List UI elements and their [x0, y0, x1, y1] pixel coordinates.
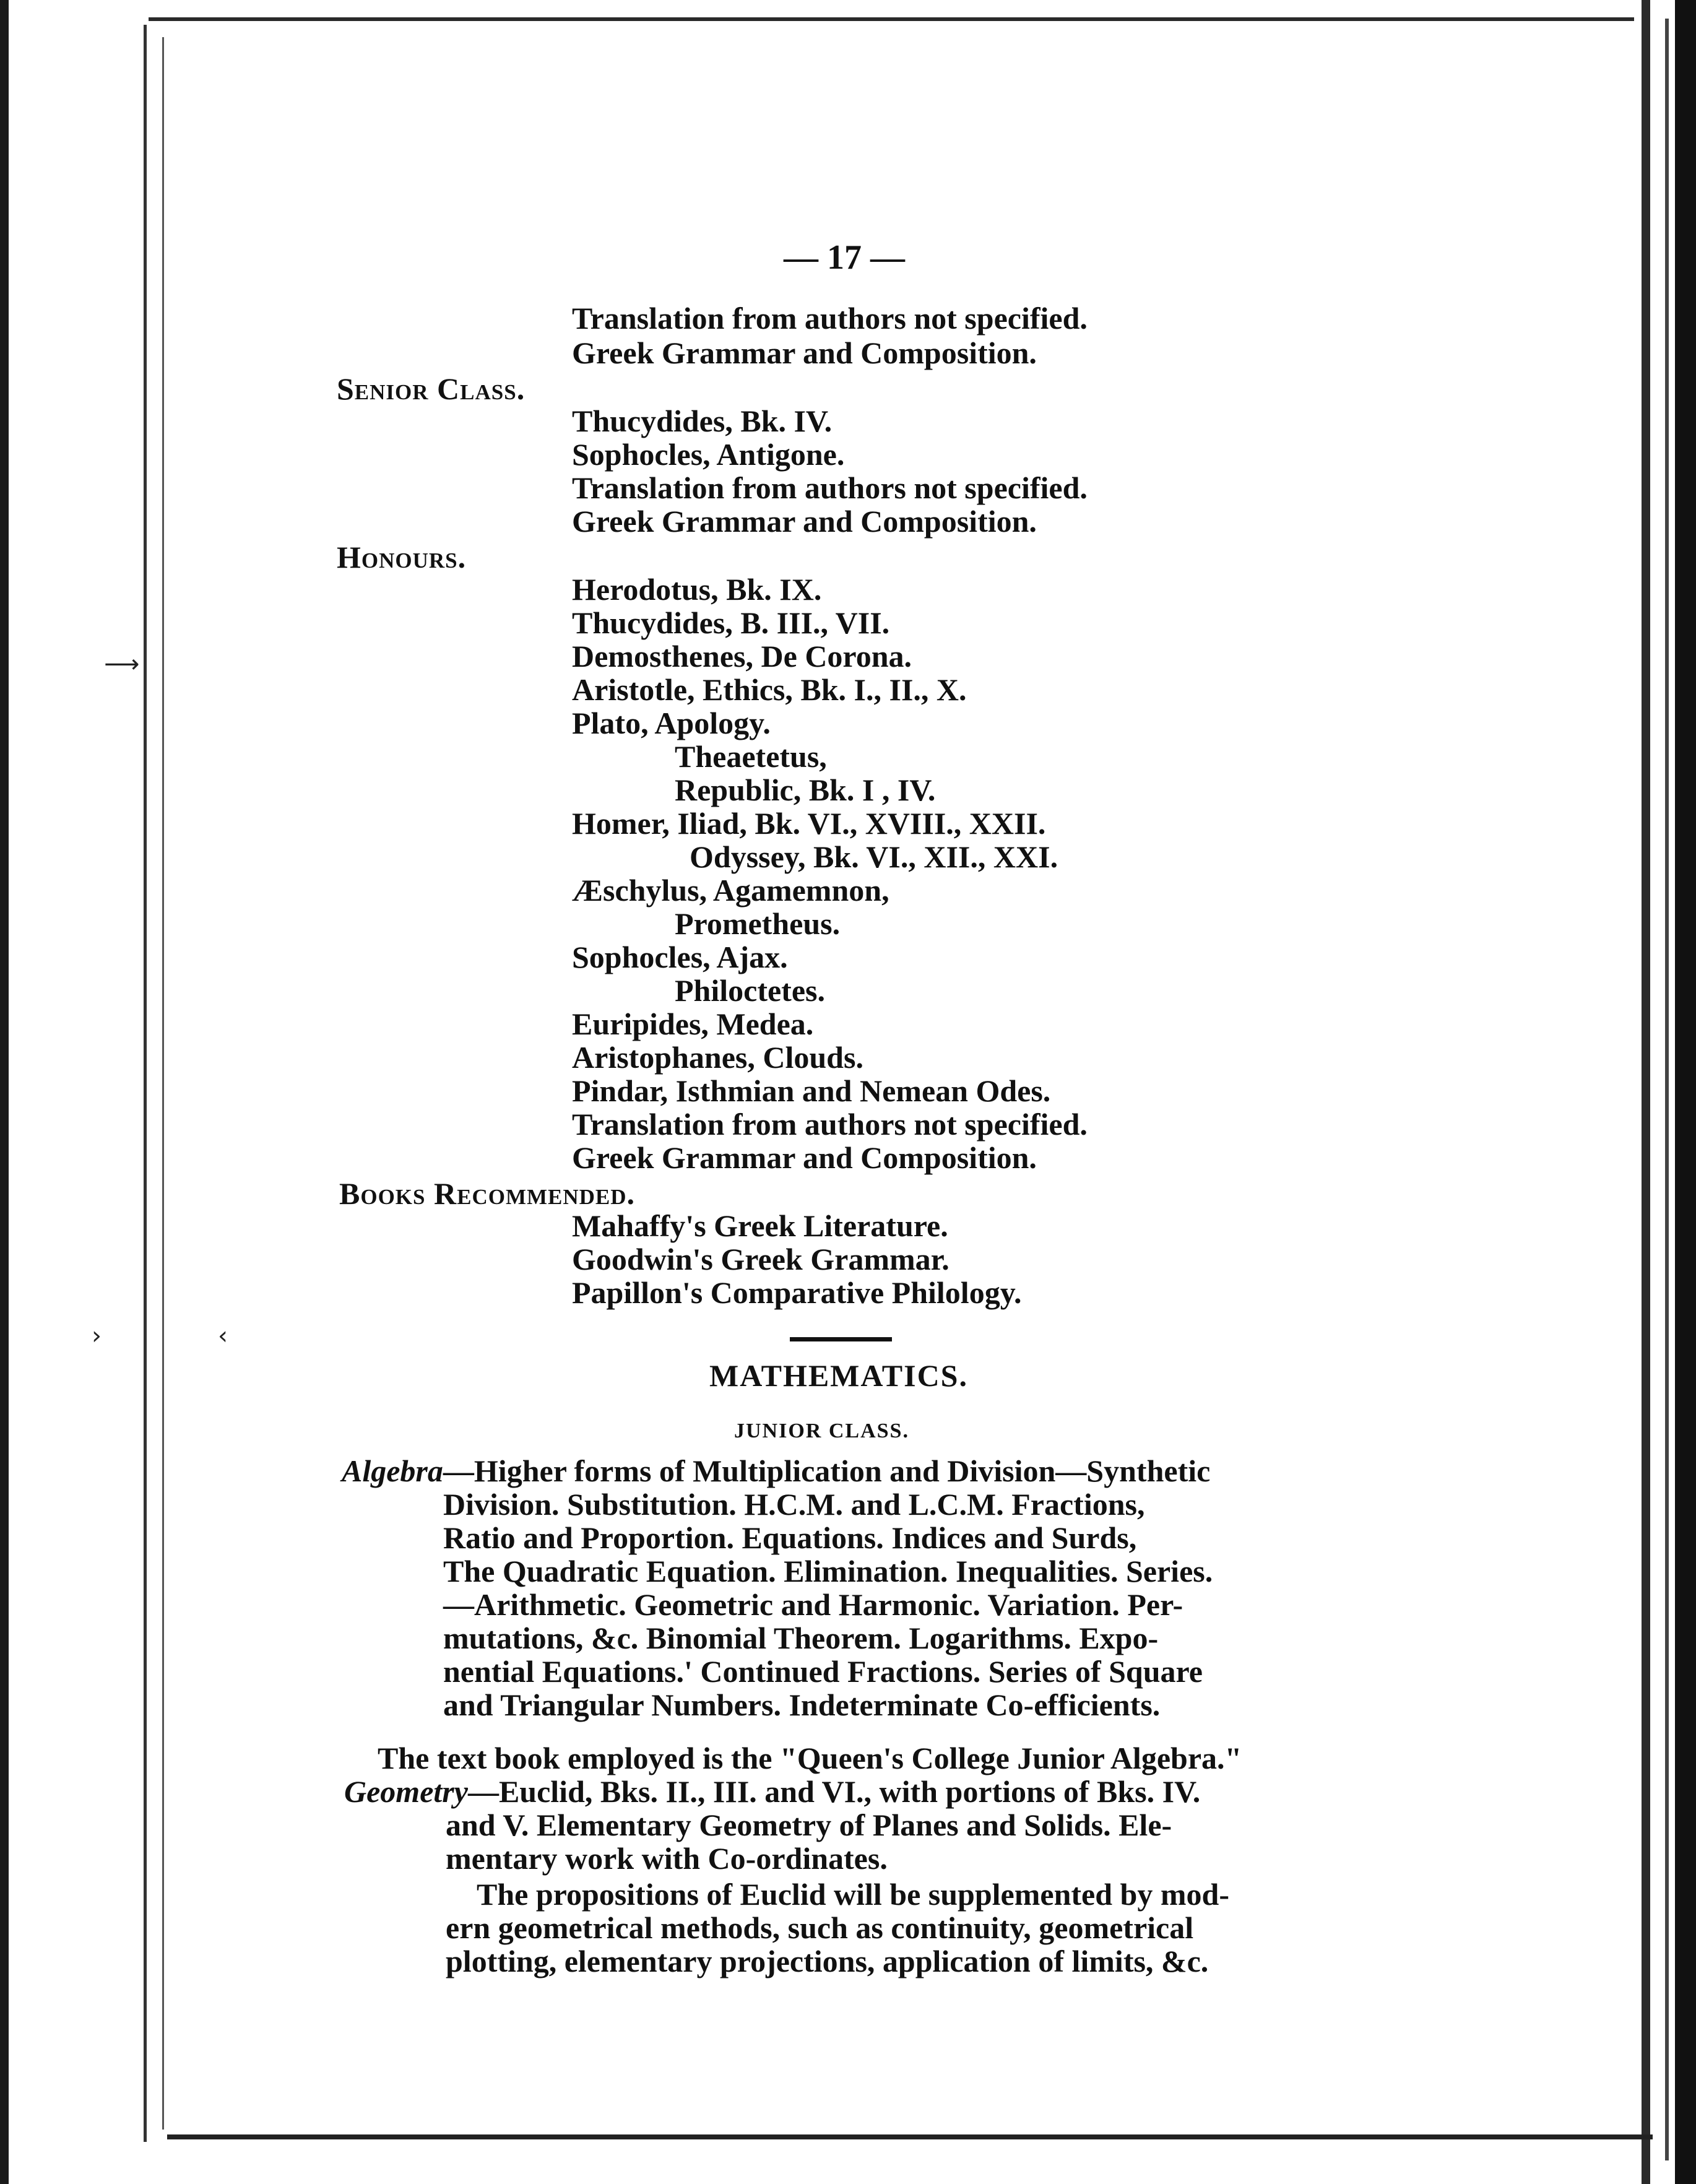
- textbook-note: The text book employed is the "Queen's College Junior Algebra.": [378, 1741, 1242, 1775]
- algebra-label: Algebra: [342, 1454, 443, 1488]
- paragraph-line: plotting, elementary projections, application of limits, &c.: [446, 1944, 1209, 1978]
- list-item: Greek Grammar and Composition.: [572, 336, 1037, 370]
- binding-fold-line-inner: [162, 37, 164, 2130]
- list-item: Thucydides, Bk. IV.: [572, 404, 833, 438]
- list-item: Aristotle, Ethics, Bk. I., II., X.: [572, 672, 967, 707]
- paragraph-line: Division. Substitution. H.C.M. and L.C.M. Fractions,: [443, 1487, 1145, 1522]
- paragraph-line: ern geometrical methods, such as continuity, geometrical: [446, 1910, 1194, 1945]
- page-right-edge: [1642, 0, 1650, 2184]
- page-number: — 17 —: [784, 238, 905, 277]
- section-label-senior-class: Senior Class.: [337, 371, 526, 406]
- paragraph-line: and Triangular Numbers. Indeterminate Co-efficients.: [443, 1688, 1161, 1722]
- section-divider: [790, 1337, 892, 1341]
- list-item: Thucydides, B. III., VII.: [572, 605, 890, 640]
- list-item: Greek Grammar and Composition.: [572, 504, 1037, 539]
- page-right-edge-inner: [1665, 19, 1669, 2160]
- list-item: Demosthenes, De Corona.: [572, 639, 912, 674]
- scan-right-border: [1675, 0, 1696, 2184]
- list-item: Homer, Iliad, Bk. VI., XVIII., XXII.: [572, 806, 1046, 841]
- paragraph-line: mutations, &c. Binomial Theorem. Logarithms. Expo-: [443, 1621, 1159, 1655]
- section-heading-mathematics: MATHEMATICS.: [709, 1358, 968, 1393]
- list-item: Æschylus, Agamemnon,: [572, 873, 889, 908]
- list-item: Odyssey, Bk. VI., XII., XXI.: [690, 839, 1058, 874]
- paragraph-line: Ratio and Proportion. Equations. Indices and Surds,: [443, 1520, 1137, 1555]
- algebra-first-line: Algebra—Higher forms of Multiplication and Division—Synthetic: [342, 1454, 1211, 1488]
- list-item: Aristophanes, Clouds.: [572, 1040, 863, 1075]
- list-item: Sophocles, Ajax.: [572, 940, 788, 974]
- list-item: Herodotus, Bk. IX.: [572, 572, 822, 607]
- list-item: Euripides, Medea.: [572, 1007, 814, 1041]
- paragraph-line: The Quadratic Equation. Elimination. Inequalities. Series.: [443, 1554, 1213, 1588]
- list-item: Sophocles, Antigone.: [572, 437, 845, 472]
- stitch-mark-icon: ⟶: [104, 650, 140, 678]
- list-item: Greek Grammar and Composition.: [572, 1140, 1037, 1175]
- arrow-mark-icon: ›: [92, 1322, 102, 1350]
- geometry-first-line: Geometry—Euclid, Bks. II., III. and VI., with portions of Bks. IV.: [344, 1774, 1201, 1809]
- page-bottom-edge: [167, 2134, 1653, 2139]
- arrow-mark-icon: ‹: [218, 1322, 228, 1350]
- list-item: Republic, Bk. I , IV.: [675, 773, 936, 807]
- list-item: Philoctetes.: [675, 973, 825, 1008]
- page-top-edge: [149, 17, 1634, 21]
- section-label-books-recommended: Books Recommended.: [339, 1176, 636, 1211]
- paragraph-line: nential Equations.' Continued Fractions. Series of Square: [443, 1654, 1203, 1689]
- left-gutter-shadow: [0, 0, 9, 2184]
- binding-fold-line: [144, 25, 147, 2142]
- list-item: Theaetetus,: [675, 739, 827, 774]
- section-label-honours: Honours.: [337, 540, 467, 574]
- list-item: Prometheus.: [675, 906, 841, 941]
- list-item: Papillon's Comparative Philology.: [572, 1275, 1022, 1310]
- list-item: Translation from authors not specified.: [572, 470, 1088, 505]
- list-item: Plato, Apology.: [572, 706, 771, 740]
- paragraph-line: and V. Elementary Geometry of Planes and Solids. Ele-: [446, 1808, 1172, 1842]
- paragraph-line: —Arithmetic. Geometric and Harmonic. Variation. Per-: [443, 1587, 1183, 1622]
- list-item: Translation from authors not specified.: [572, 1107, 1088, 1142]
- list-item: Mahaffy's Greek Literature.: [572, 1208, 948, 1243]
- paragraph-line: The propositions of Euclid will be supplemented by mod-: [477, 1877, 1229, 1912]
- paragraph-line: mentary work with Co-ordinates.: [446, 1841, 888, 1876]
- list-item: Goodwin's Greek Grammar.: [572, 1242, 950, 1276]
- subheading-junior-class: JUNIOR CLASS.: [734, 1419, 909, 1442]
- list-item: Translation from authors not specified.: [572, 301, 1088, 336]
- list-item: Pindar, Isthmian and Nemean Odes.: [572, 1073, 1051, 1108]
- geometry-label: Geometry: [344, 1774, 468, 1809]
